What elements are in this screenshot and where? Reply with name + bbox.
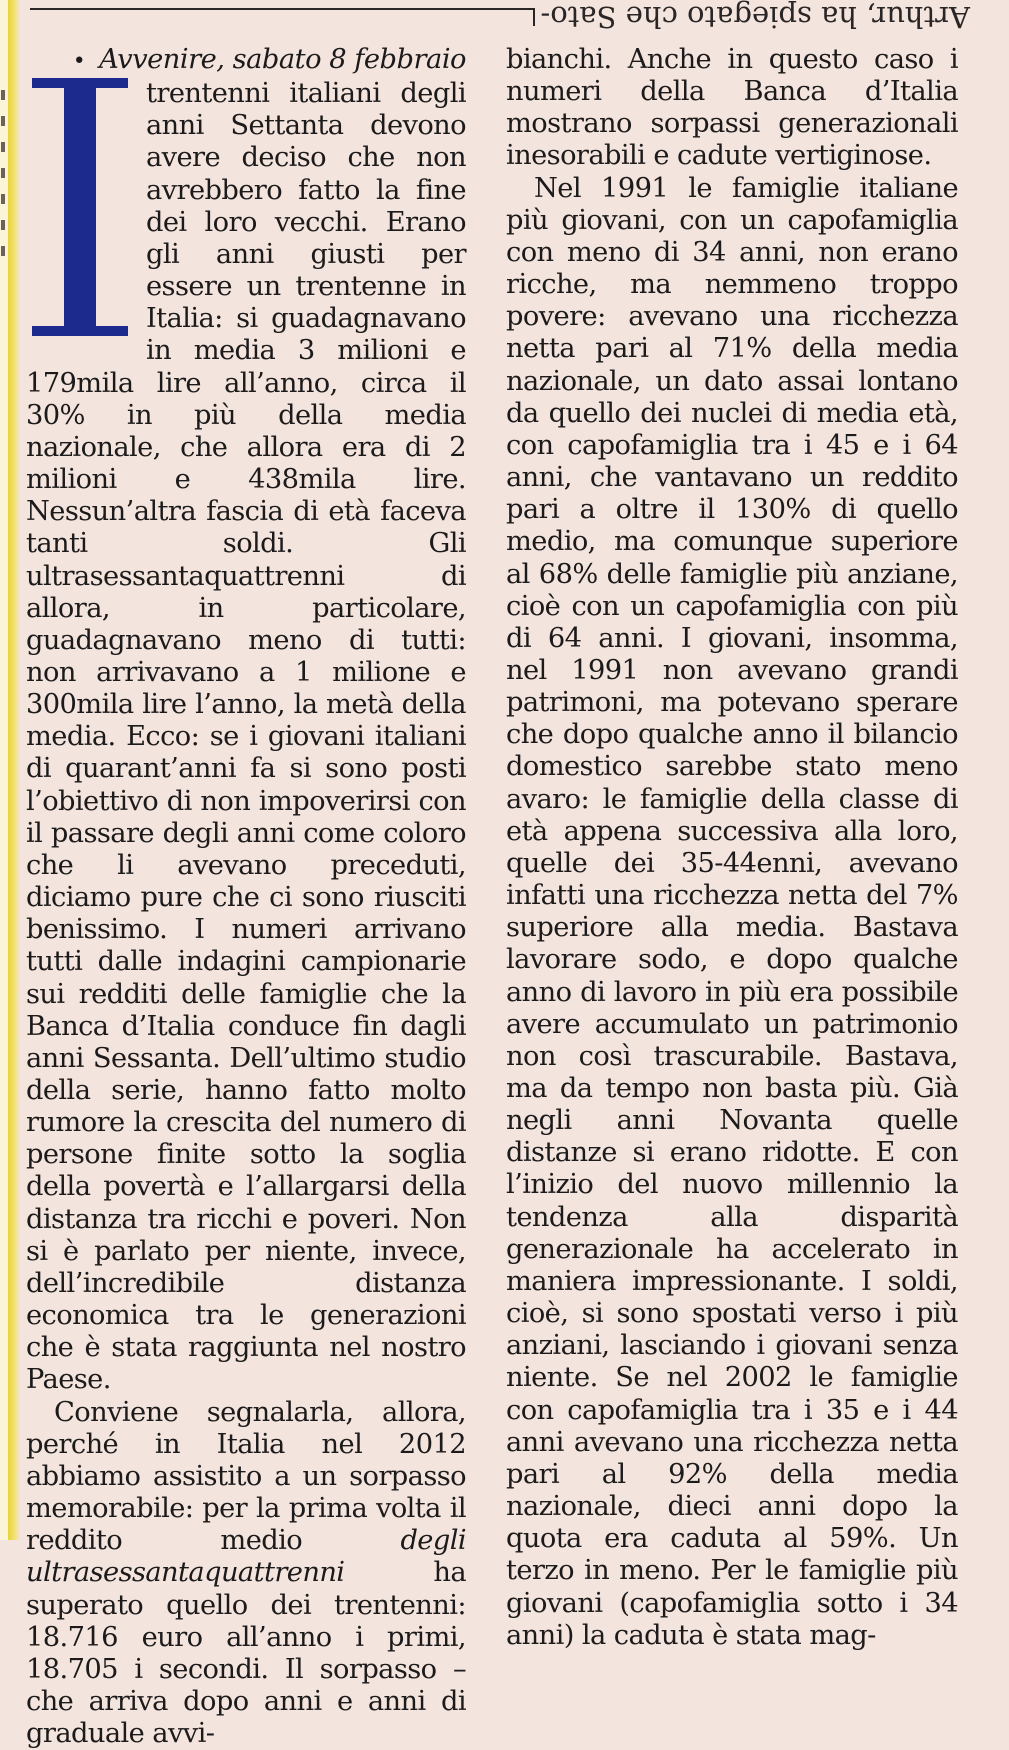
- column-rule-tick: [533, 8, 535, 26]
- paragraph-1: trentenni italiani degli anni Settanta devono avere deciso che non avrebbero fatto la fine dei loro vecchi. Erano gli anni giusti per essere un trentenne in Italia: si guadagnavano in media 3 milioni e 179mila lire all’anno, circa il 30% in più della media nazionale, che allora era di 2 milioni e 438mila lire. Nessun’altra fascia di età faceva tanti soldi. Gli ultrasessantaquattrenni di allora, in particolare, guadagnavano meno di tutti: non arrivavano a 1 milione e 300mila lire l’anno, la metà della media. Ecco: se i giovani italiani di quarant’anni fa si sono posti l’obiettivo di non impoverirsi con il passare degli anni come coloro che li avevano preceduti, diciamo pure che ci sono riusciti benissimo. I numeri arrivano tutti dalle indagini campionarie sui redditi delle famiglie che la Banca d’Italia conduce fin dagli anni Sessanta. Dell’ultimo studio della serie, hanno fatto molto rumore la crescita del numero di persone finite sotto la soglia della povertà e l’allargarsi della distanza tra ricchi e poveri. Non si è parlato per niente, invece, dell’incredibile distanza economica tra le generazioni che è stata raggiunta nel nostro Paese.: [26, 78, 466, 1396]
- article-column-right: [506, 44, 958, 1652]
- dateline: [26, 44, 466, 78]
- paragraph-3: bianchi. Anche in questo caso i numeri della Banca d’Italia mostrano sorpassi generazionali inesorabili e cadute vertiginose.: [506, 44, 958, 172]
- dateline-text: Avvenire, sabato 8 febbraio: [99, 44, 466, 75]
- drop-cap: [30, 78, 130, 336]
- column-rule: [30, 8, 535, 10]
- article-column-left: [26, 44, 466, 1750]
- upside-down-headline-fragment: Arthur, ha spiegato che Sato-: [540, 0, 970, 34]
- drop-cap-letter-icon: [30, 78, 130, 336]
- adjacent-column-fragment: [0, 90, 8, 310]
- paragraph-2: [26, 1397, 466, 1750]
- paragraph-2-start: Conviene segnalarla, allora, perché in Italia nel 2012 abbiamo assistito a un sorpasso memorabile: per la prima volta il reddito medio: [26, 1396, 466, 1557]
- paragraph-2-italic: degli ultrasessantaquattrenni: [26, 1525, 466, 1589]
- paragraph-4: Nel 1991 le famiglie italiane più giovani, con un capofamiglia con meno di 34 anni, non erano ricche, ma nemmeno troppo povere: avevano una ricchezza netta pari al 71% della media nazionale, un dato assai lontano da quello dei nuclei di media età, con capofamiglia tra i 45 e i 64 anni, che vantavano un reddito pari a oltre il 130% di quello medio, ma comunque superiore al 68% delle famiglie più anziane, cioè con un capofamiglia con più di 64 anni. I giovani, insomma, nel 1991 non avevano grandi patrimoni, ma potevano sperare che dopo qualche anno il bilancio domestico sarebbe stato meno avaro: le famiglie della classe di età appena successiva alla loro, quelle dei 35-44enni, avevano infatti una ricchezza netta del 7% superiore alla media. Bastava lavorare sodo, e dopo qualche anno di lavoro in più era possibile avere accumulato un patrimonio non così trascurabile. Bastava, ma da tempo non basta più. Già negli anni Novanta quelle distanze si erano ridotte. E con l’inizio del nuovo millennio la tendenza alla disparità generazionale ha accelerato in maniera impressionante. I soldi, cioè, si sono spostati verso i più anziani, lasciando i giovani senza niente. Se nel 2002 le famiglie con capofamiglia tra i 35 e i 44 anni avevano una ricchezza netta pari al 92% della media nazionale, dieci anni dopo la quota era caduta al 59%. Un terzo in meno. Per le famiglie più giovani (capofamiglia sotto i 34 anni) la caduta è stata mag-: [506, 172, 958, 1651]
- bullet-icon: •: [72, 49, 86, 74]
- paragraph-2-end: ha superato quello dei trentenni: 18.716 euro all’anno i primi, 18.705 i secondi. Il sorpasso – che arriva dopo anni e anni di graduale avvi-: [26, 1557, 466, 1750]
